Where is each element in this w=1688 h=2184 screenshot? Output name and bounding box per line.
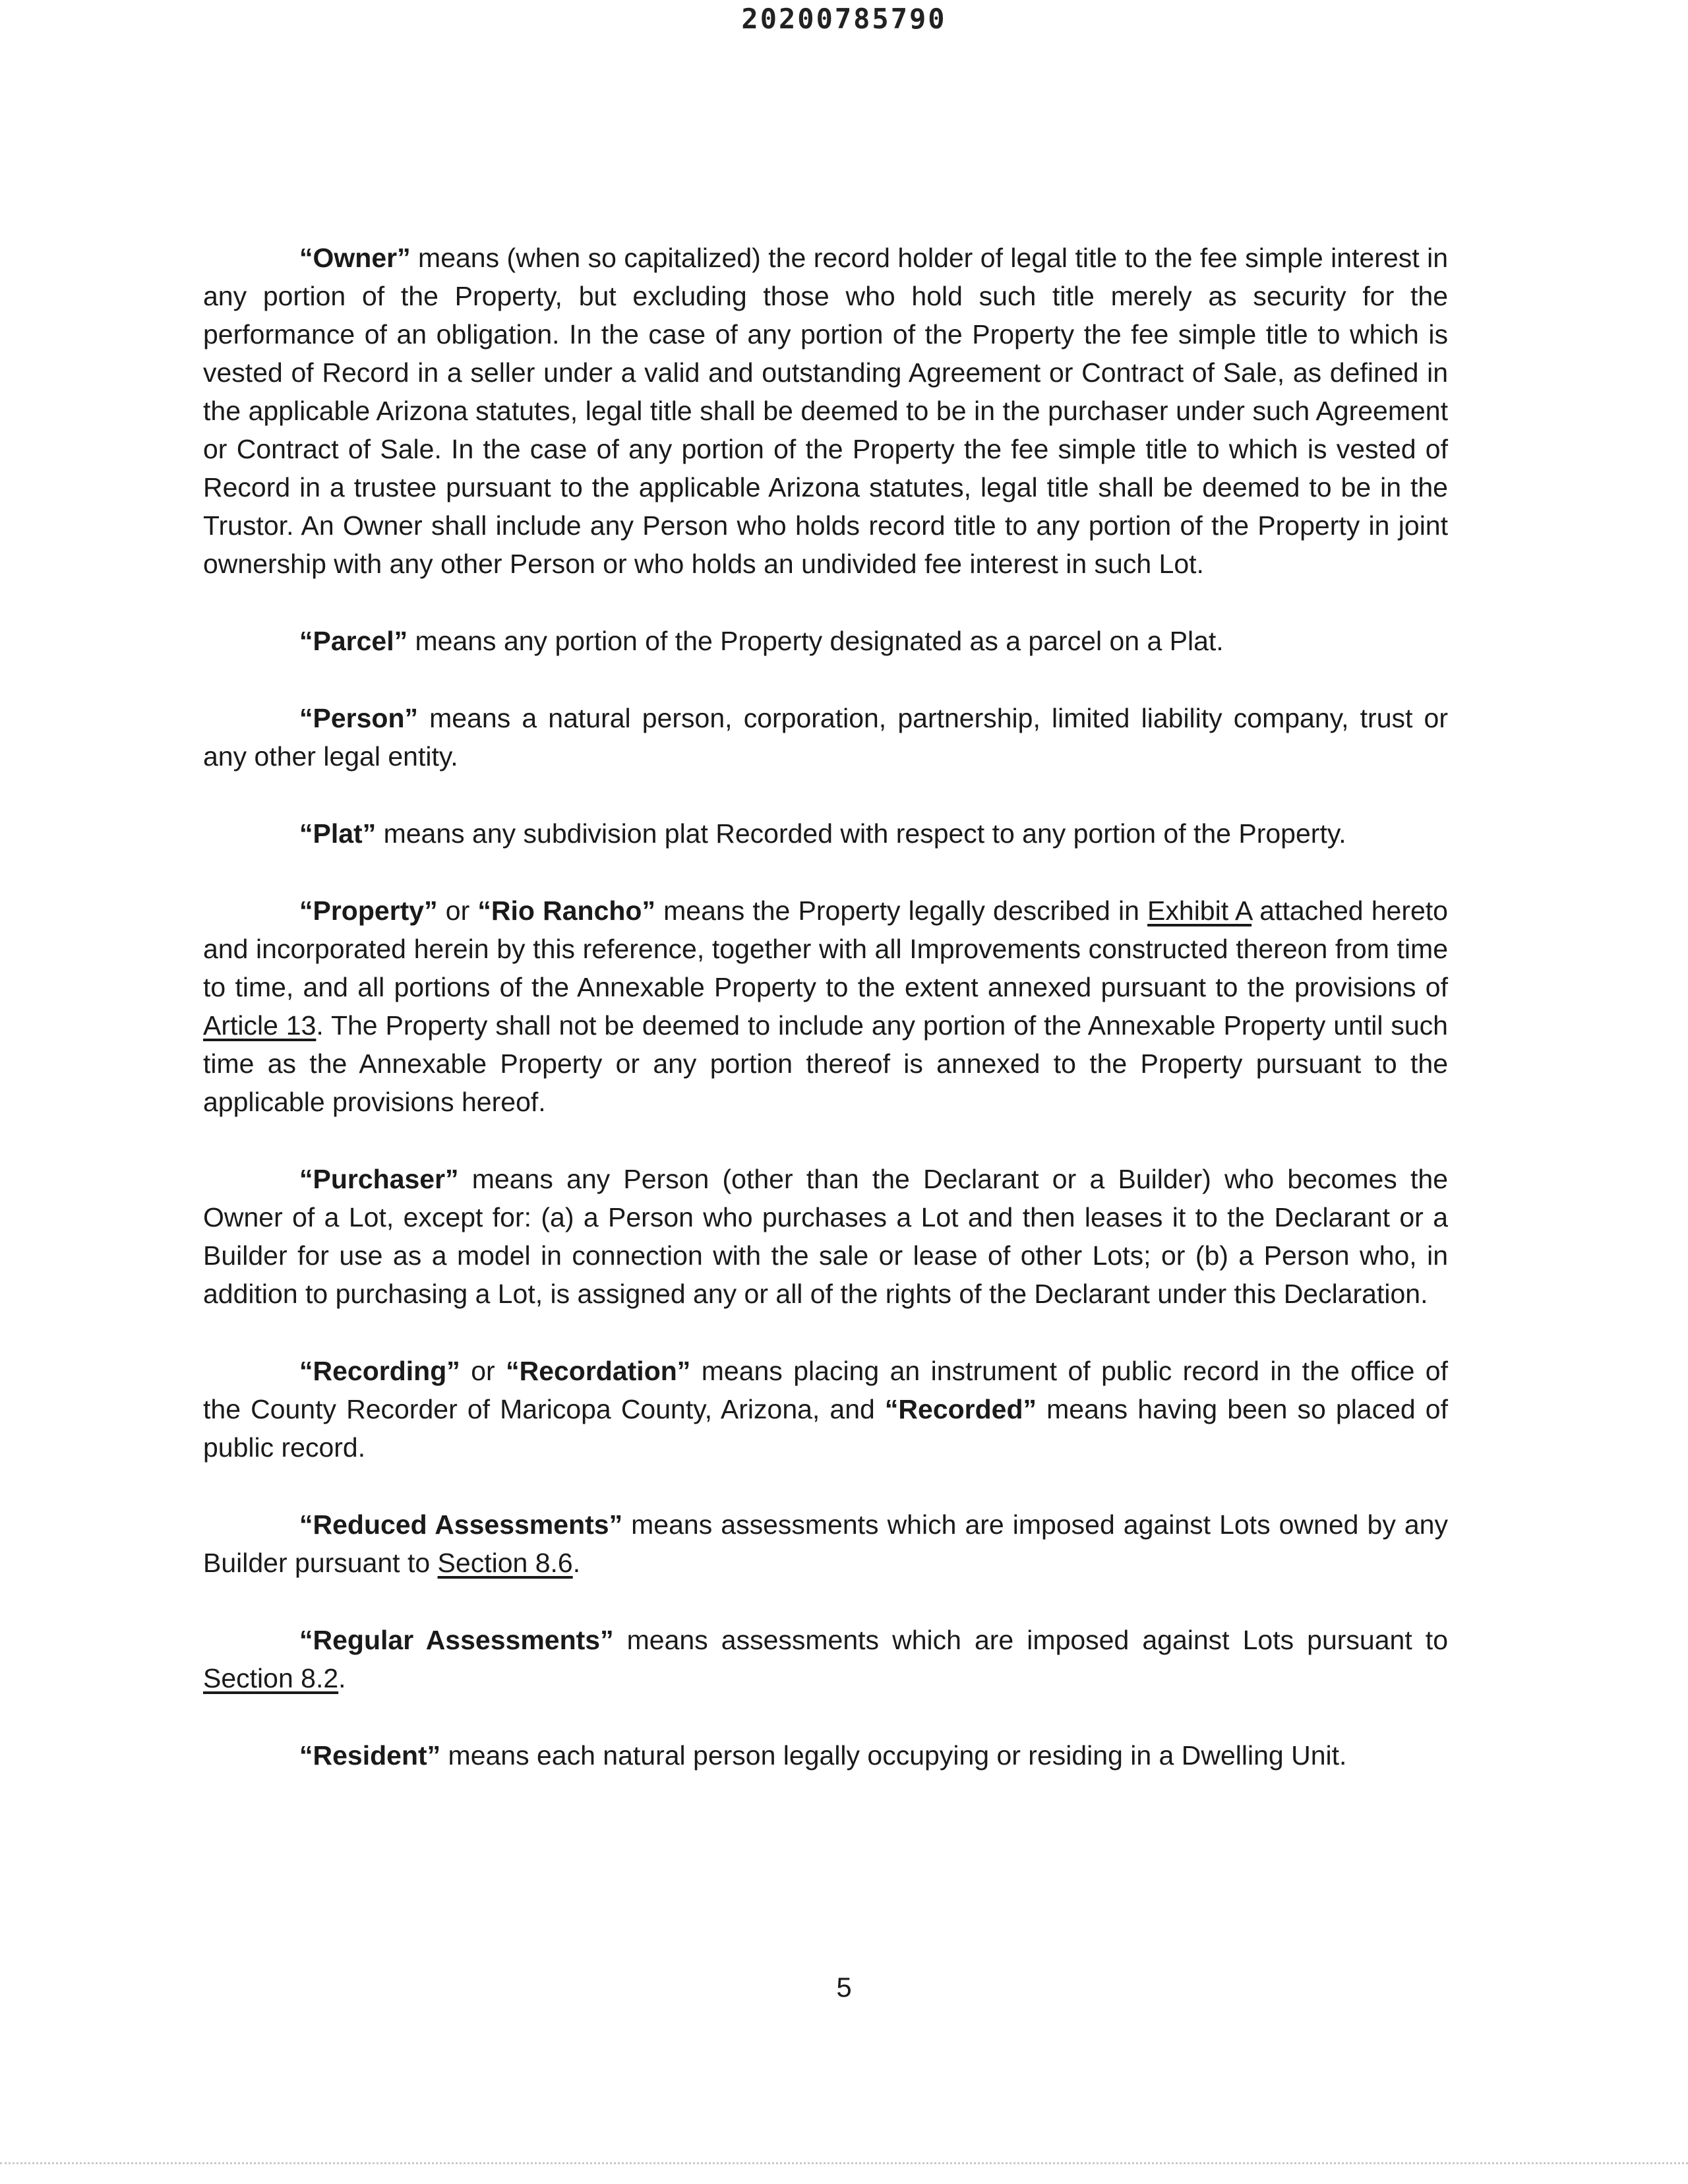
definition-text: . The Property shall not be deemed to include any portion of the Annexable Property until such time as the Annexable Property or any portion thereof is annexed to the Property pursuant to the applicable provisions hereof. — [203, 1010, 1448, 1117]
definition-text: means a natural person, corporation, partnership, limited liability company, trust or any other legal entity. — [203, 703, 1448, 772]
definition-end: . — [338, 1663, 346, 1693]
definition-text: attached hereto and incorporated herein by this reference, together with all Improvements constructed thereon from time to time, and all portions of the Annexable Property to the extent annexed pursuant to the provisions of — [203, 895, 1448, 1002]
definition-text: means assessments which are imposed against Lots pursuant to — [613, 1625, 1448, 1655]
defined-term-alt: “Rio Rancho” — [477, 895, 655, 926]
scan-edge-divider — [0, 2162, 1688, 2166]
connector-text: or — [460, 1356, 506, 1386]
definition-text: means (when so capitalized) the record holder of legal title to the fee simple interest in any portion of the Property, but excluding those who hold such title merely as security for the performance of an obligation. In the case of any portion of the Property the fee simple title to which is vested of Record in a seller under a valid and outstanding Agreement or Contract of Sale, as defined in the applicable Arizona statutes, legal title shall be deemed to be in the purchaser under such Agreement or Contract of Sale. In the case of any portion of the Property the fee simple title to which is vested of Record in a trustee pursuant to the applicable Arizona statutes, legal title shall be deemed to be in the Trustor. An Owner shall include any Person who holds record title to any portion of the Property in joint ownership with any other Person or who holds an undivided fee interest in such Lot. — [203, 243, 1448, 579]
definition-text: means having been so placed of public record. — [203, 1394, 1449, 1463]
definition-end: . — [572, 1548, 581, 1578]
connector-text: or — [437, 895, 478, 926]
definition-text: means any portion of the Property designated as a parcel on a Plat. — [407, 626, 1224, 656]
definition-resident — [203, 1736, 1448, 1774]
article-13-reference: Article 13 — [203, 1010, 316, 1041]
definition-person — [203, 699, 1448, 775]
definition-text: means each natural person legally occupying or residing in a Dwelling Unit. — [440, 1740, 1347, 1771]
definitions-section — [203, 239, 1448, 1813]
defined-term: “Recording” — [299, 1356, 460, 1386]
defined-term: “Parcel” — [299, 626, 408, 656]
section-8-2-reference: Section 8.2 — [203, 1663, 339, 1693]
defined-term: “Person” — [299, 703, 418, 733]
document-number: 20200785790 — [741, 3, 947, 35]
definition-recording — [203, 1352, 1448, 1467]
definition-parcel — [203, 622, 1448, 660]
definition-regular-assessments — [203, 1621, 1448, 1697]
defined-term-alt: “Recordation” — [506, 1356, 691, 1386]
defined-term: “Plat” — [299, 818, 377, 849]
definition-text: means any subdivision plat Recorded with respect to any portion of the Property. — [376, 818, 1346, 849]
defined-term: “Purchaser” — [299, 1164, 459, 1194]
definition-text: means any Person (other than the Declarant or a Builder) who becomes the Owner of a Lot, except for: (a) a Person who purchases a Lot and then leases it to the Declarant or a Builder for use as a model in connection with the sale or lease of other Lots; or (b) a Person who, in addition to purchasing a Lot, is assigned any or all of the rights of the Declarant under this Declaration. — [203, 1164, 1448, 1309]
exhibit-a-reference: Exhibit A — [1147, 895, 1252, 926]
definition-purchaser — [203, 1160, 1448, 1313]
defined-term: “Reduced Assessments” — [299, 1509, 623, 1540]
defined-term: “Resident” — [299, 1740, 441, 1771]
definition-reduced-assessments — [203, 1505, 1448, 1582]
definition-property — [203, 892, 1448, 1121]
definition-text: means assessments which are imposed against Lots owned by any Builder pursuant to — [203, 1509, 1448, 1578]
defined-term-recorded: “Recorded” — [884, 1394, 1037, 1424]
definition-owner — [203, 239, 1448, 583]
page-number: 5 — [836, 1972, 852, 2003]
defined-term: “Owner” — [299, 243, 411, 273]
section-8-6-reference: Section 8.6 — [437, 1548, 573, 1578]
defined-term: “Regular Assessments” — [299, 1625, 614, 1655]
definition-plat — [203, 814, 1448, 853]
defined-term: “Property” — [299, 895, 438, 926]
definition-text: means placing an instrument of public record in the office of the County Recorder of Maricopa County, Arizona, and — [203, 1356, 1448, 1424]
definition-text: means the Property legally described in — [655, 895, 1148, 926]
